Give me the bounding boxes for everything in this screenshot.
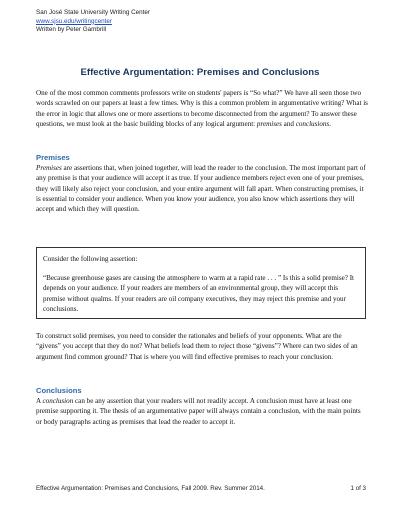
footer-citation: Effective Argumentation: Premises and Conclusions, Fall 2009. Rev. Summer 2014. bbox=[36, 485, 265, 492]
premises-term: Premises bbox=[36, 164, 62, 172]
conclusions-heading: Conclusions bbox=[36, 386, 82, 395]
intro-term-conclusions: conclusions bbox=[295, 119, 330, 128]
institution-name: San José State University Writing Center bbox=[36, 9, 150, 16]
givens-paragraph: To construct solid premises, you need to consider the rationales and beliefs of your opponents. What are the “givens” you accept that they do not? What beliefs lead them to reject those “givens”? Where can two sides of an argument find common ground? That is where you will find effective premises to reach your conclusion. bbox=[36, 332, 358, 361]
author-line: Written by Peter Gambrill bbox=[36, 26, 107, 34]
page-number: 1 of 3 bbox=[350, 485, 366, 492]
conclusions-article: A bbox=[36, 397, 43, 405]
premises-heading: Premises bbox=[36, 153, 70, 162]
page-title: Effective Argumentation: Premises and Conclusions bbox=[80, 67, 320, 78]
intro-end: . bbox=[329, 119, 331, 128]
box-example: “Because greenhouse gases are causing the atmosphere to warm at a rapid rate . . . ” Is this a solid premise? It depends on your audience. If your readers are members of an environmental group, they will accept this premise without qualms. If your readers are oil company executives, they may reject this premise and your conclusions. bbox=[43, 274, 355, 313]
conclusions-text: can be any assertion that your readers will not readily accept. A conclusion must have at least one premise supporting it. The thesis of an argumentative paper will always contain a conclusion, with the main points or body paragraphs acting as premises that lead the reader to accept it. bbox=[36, 397, 361, 426]
box-prompt: Consider the following assertion: bbox=[43, 255, 138, 263]
premises-text: are assertions that, when joined together, will lead the reader to the conclusion. The most important part of any premise is that your audience will accept it as true. If your audience members reject even one of your premises, they will likely also reject your conclusion, and your entire argument will fall apart. When constructing premises, it is essential to consider your audience. When you know your audience, you also know which assertions they will accept and which they will question. bbox=[36, 164, 366, 214]
example-box bbox=[36, 247, 366, 319]
document-header bbox=[36, 9, 150, 35]
intro-paragraph bbox=[36, 88, 368, 129]
premises-paragraph bbox=[36, 163, 368, 214]
conclusions-term: conclusion bbox=[42, 397, 74, 405]
intro-text: One of the most common comments professors write on students' papers is “So what?” We have all seen those two words scrawled on our papers at least a few times. Why is this a common problem in argumentative writing? What is the error in logic that allows one or more assertions to become disconnected from the argument? To answer these questions, we must look at the basic building blocks of any logical argument: bbox=[36, 89, 368, 128]
intro-and: and bbox=[281, 119, 296, 128]
writing-center-link[interactable]: www.sjsu.edu/writingcenter bbox=[36, 17, 112, 25]
page-footer bbox=[36, 485, 366, 492]
conclusions-paragraph bbox=[36, 396, 368, 427]
intro-term-premises: premises bbox=[256, 119, 282, 128]
